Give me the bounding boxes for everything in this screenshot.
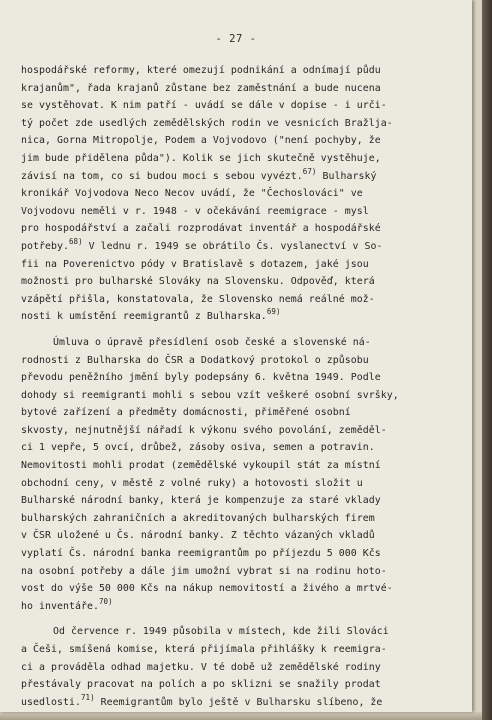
- text-line: přestávaly pracovat na polích a po sklizni se snažily prodat: [21, 679, 381, 691]
- text-line: krajanům", řada krajanů zůstane bez zaměstnání a bude nucena: [21, 82, 381, 94]
- text-line: [21, 238, 459, 256]
- text-line: ci 1 vepře, 5 ovcí, drůbež, zásoby osiva, semen a potravin.: [21, 442, 375, 454]
- text-line: v ČSR uložené u Čs. národní banky. Z těchto vázaných vkladů: [21, 530, 375, 542]
- text-line: rodnosti z Bulharska do ČSR a Dodatkový protokol o způsobu: [21, 354, 369, 366]
- text-line: obchodní ceny, v městě z volné ruky) a hotovosti složit u: [21, 477, 363, 489]
- paragraph-gap: [21, 326, 459, 334]
- text-line: dohody si reemigranti mohli s sebou vzít veškeré osobní svršky,: [21, 389, 399, 401]
- footnote-ref: 69): [266, 307, 281, 317]
- text-line: skvosty, nejnutnější nářadí k výkonu svého povolání, zeměděl-: [21, 424, 387, 436]
- text-line: pro hospodářství a začali rozprodávat inventář a hospodářské: [21, 223, 381, 235]
- footnote-ref: 71): [80, 692, 95, 702]
- text-line: hospodářské reformy, které omezují podnikání a odnímají půdu: [21, 65, 381, 76]
- footnote-ref: 70): [98, 596, 113, 606]
- text-line: jim bude přidělena půda"). Kolik se jich skutečně vystěhuje,: [21, 152, 381, 164]
- line-text-rest: Bulharský: [316, 170, 377, 182]
- line-text-rest: V lednu r. 1949 se obrátilo Čs. vyslanectví v So-: [82, 240, 383, 252]
- text-line: fii na Poverenictvo pódy v Bratislavě s dotazem, jaké jsou: [21, 258, 369, 270]
- binding-edge: [482, 0, 492, 720]
- text-line: kronikář Vojvodova Neco Necov uvádí, že "Čechoslováci" ve: [21, 188, 363, 200]
- text-line: [21, 308, 459, 326]
- text-line: [21, 168, 459, 186]
- footnote-ref: 67): [302, 166, 317, 176]
- text-line: Vojvodovu neměli v r. 1948 - v očekávání reemigrace - mysl: [21, 205, 369, 217]
- text-line: bulharských zahraničních a akreditovaných bulharských firem: [21, 512, 375, 524]
- text-line: Úmluva o úpravě přesídlení osob české a slovenské ná-: [53, 336, 371, 348]
- text-line: se vystěhovat. K nim patří - uvádí se dále v dopise - i urči-: [21, 100, 387, 112]
- text-line: převodu peněžního jmění byly podepsány 6. května 1949. Podle: [21, 372, 381, 384]
- text-line: Od července r. 1949 působila v místech, kde žili Slováci: [53, 626, 389, 638]
- line-text: nosti k umístění reemigrantů z Bulharska.: [21, 311, 267, 323]
- line-text: závisí na tom, co si budou moci s sebou vyvézt.: [21, 170, 303, 182]
- line-text: potřeby.: [21, 240, 69, 252]
- text-line: vzápětí přišla, konstatovala, že Slovensko nemá reálné mož-: [21, 293, 375, 305]
- paragraph: [21, 623, 459, 711]
- page-bottom-edge: [0, 712, 482, 720]
- paragraph: [21, 62, 459, 326]
- text-line: tý počet zde usedlých zemědělských rodin ve vesnicích Bražlja-: [21, 117, 393, 129]
- page-number: - 27 -: [215, 33, 257, 45]
- text-line: [21, 598, 459, 616]
- text-line: bytové zařízení a předměty domácnosti, přiměřené osobní: [21, 407, 351, 419]
- text-line: Bulharské národní banky, která je kompenzuje za staré vklady: [21, 495, 381, 507]
- text-line: vost do výše 50 000 Kčs na nákup nemovitostí a živého a mrtvé-: [21, 583, 393, 595]
- line-text: ho inventáře.: [21, 600, 99, 612]
- line-text: usedlosti.: [21, 696, 81, 708]
- text-line: [21, 694, 459, 712]
- text-line: na osobní potřeby a dále jim umožní vybrat si na rodinu hoto-: [21, 565, 387, 577]
- text-line: ci a prováděla odhad majetku. V té době už zemědělské rodiny: [21, 661, 381, 673]
- body-text: [21, 62, 459, 711]
- text-line: vyplatí Čs. národní banka reemigrantům po příjezdu 5 000 Kčs: [21, 548, 381, 560]
- text-line: nica, Gorna Mitropolje, Podem a Vojvodovo ("není pochyby, že: [21, 135, 381, 147]
- text-line: a Češi, smíšená komise, která přijímala přihlášky k reemigra-: [21, 644, 387, 655]
- paragraph-gap: [21, 615, 459, 623]
- line-text-rest: Reemigrantům bylo ještě v Bulharsku slíbeno, že: [94, 696, 383, 708]
- text-line: možnosti pro bulharské Slováky na Slovensku. Odpověď, která: [21, 276, 375, 288]
- text-line: Nemovitosti mohli prodat (zemědělské vykoupil stát za místní: [21, 460, 381, 472]
- paragraph: [21, 334, 459, 616]
- footnote-ref: 68): [68, 236, 83, 246]
